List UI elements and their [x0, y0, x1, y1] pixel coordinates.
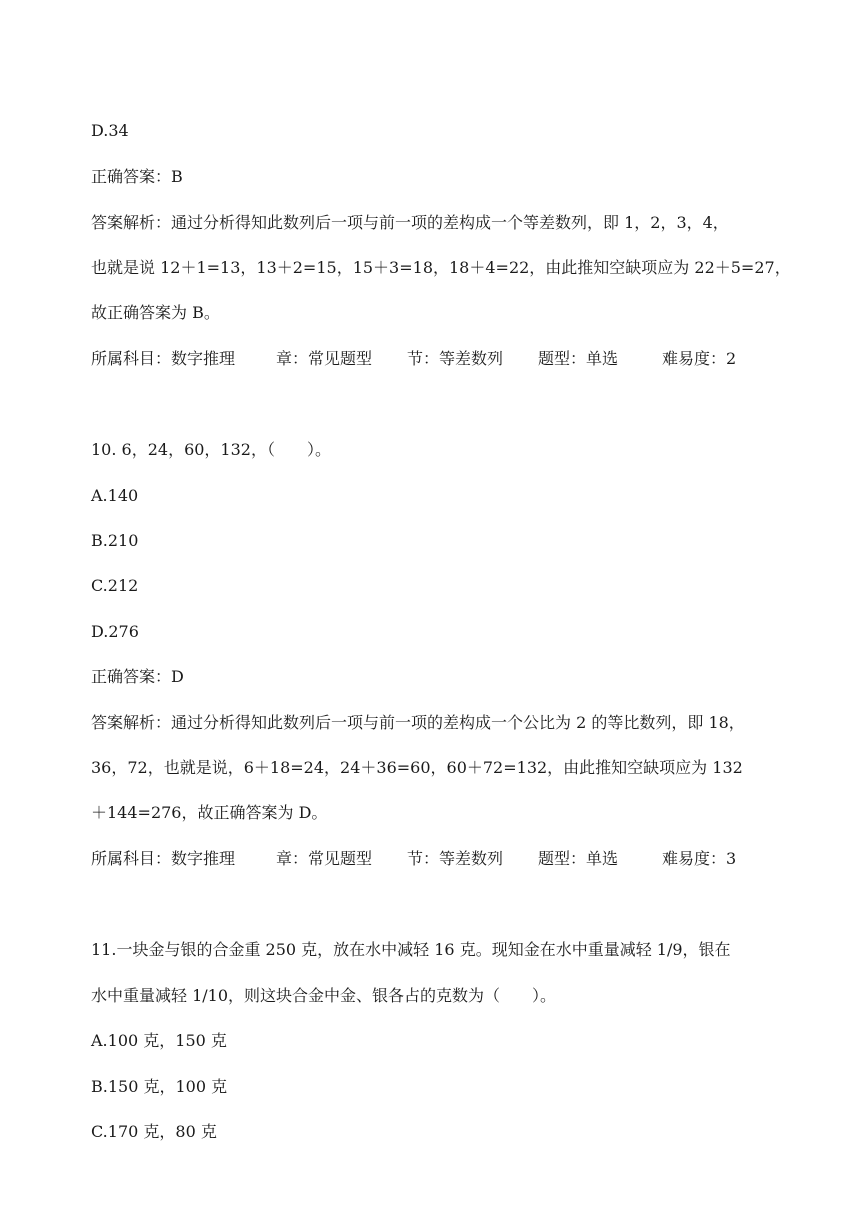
question-text: 水中重量减轻 1/10，则这块合金中金、银各占的克数为（ ）。 — [91, 986, 557, 1005]
option-b: B.210 — [91, 531, 139, 550]
meta-section: 节：等差数列 — [407, 349, 504, 368]
meta-type: 题型：单选 — [538, 349, 619, 368]
answer-analysis-line: 答案解析：通过分析得知此数列后一项与前一项的差构成一个等差数列，即 1，2，3，4， — [91, 213, 729, 232]
question-text: 11.一块金与银的合金重 250 克，放在水中减轻 16 克。现知金在水中重量减轻 1/9，银在 — [91, 940, 731, 959]
option-d: D.34 — [91, 121, 129, 140]
option-b: B.150 克，100 克 — [91, 1077, 228, 1096]
meta-difficulty: 难易度：3 — [662, 849, 737, 868]
meta-type: 题型：单选 — [538, 849, 619, 868]
option-d: D.276 — [91, 622, 139, 641]
answer-analysis-line: 答案解析：通过分析得知此数列后一项与前一项的差构成一个公比为 2 的等比数列，即 18， — [91, 713, 745, 732]
question-text: 10. 6，24，60，132，（ ）。 — [91, 440, 331, 459]
correct-answer: 正确答案：B — [91, 167, 183, 186]
answer-analysis-line: ＋144=276，故正确答案为 D。 — [91, 803, 328, 822]
question-meta — [91, 349, 736, 369]
answer-analysis-line: 故正确答案为 B。 — [91, 303, 220, 322]
meta-subject: 所属科目：数字推理 — [91, 349, 236, 368]
option-c: C.170 克，80 克 — [91, 1122, 217, 1141]
meta-subject: 所属科目：数字推理 — [91, 849, 236, 868]
option-c: C.212 — [91, 576, 139, 595]
option-a: A.100 克，150 克 — [91, 1031, 227, 1050]
answer-analysis-line: 36，72，也就是说，6＋18=24，24＋36=60，60＋72=132，由此推知空缺项应为 132 — [91, 758, 743, 777]
meta-section: 节：等差数列 — [407, 849, 504, 868]
meta-difficulty: 难易度：2 — [662, 349, 737, 368]
correct-answer: 正确答案：D — [91, 667, 184, 686]
question-meta — [91, 849, 736, 869]
answer-analysis-line: 也就是说 12＋1=13，13＋2=15，15＋3=18，18＋4=22，由此推知空缺项应为 22＋5=27， — [91, 258, 791, 277]
meta-chapter: 章：常见题型 — [276, 349, 373, 368]
option-a: A.140 — [91, 486, 139, 505]
meta-chapter: 章：常见题型 — [276, 849, 373, 868]
